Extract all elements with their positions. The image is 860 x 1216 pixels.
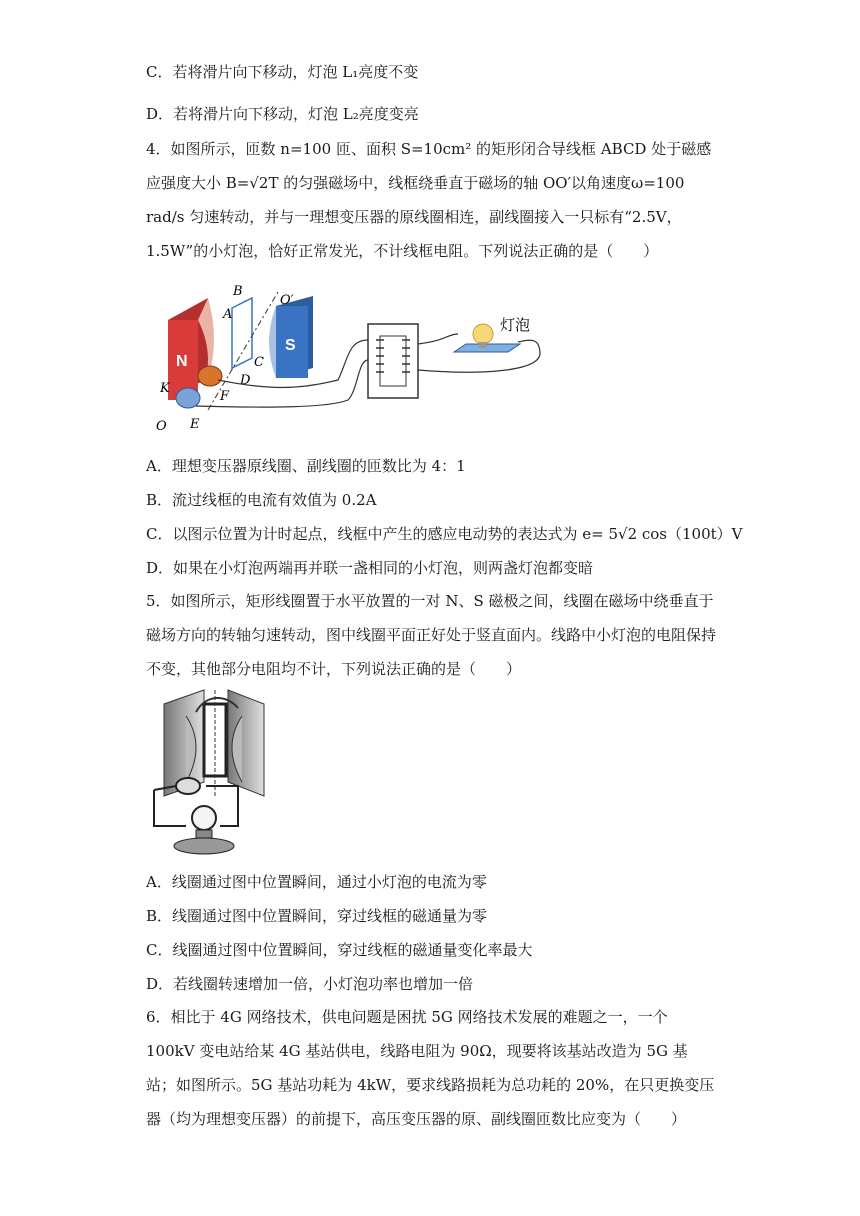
lamp-base	[174, 838, 234, 854]
label-n: N	[176, 353, 188, 370]
label-f: F	[220, 389, 230, 404]
q4-option-d: D．如果在小灯泡两端再并联一盏相同的小灯泡，则两盏灯泡都变暗	[146, 559, 594, 577]
q4-option-a: A．理想变压器原线圈、副线圈的匝数比为 4：1	[146, 457, 466, 475]
q5-rotating-coil-figure	[146, 686, 276, 864]
q6-stem: 6．相比于 4G 网络技术，供电问题是困扰 5G 网络技术发展的难题之一，一个 100kV 变电站给某 4G 基站供电，线路电阻为 90Ω，现要将该基站改造为 5G 基站；如图所示。5G 基站功耗为 4kW，要求线路损耗为总功耗的 20%，在只更换变压器（均为理想变压器）的前提下，高压变压器的原、副线圈匝数比应变为（ ）	[146, 1008, 715, 1128]
q5-option-d: D．若线圈转速增加一倍，小灯泡功率也增加一倍	[146, 975, 474, 993]
label-d: D	[240, 373, 251, 388]
q4-option-b: B．流过线框的电流有效值为 0.2A	[146, 491, 377, 509]
q3-option-d: D．若将滑片向下移动，灯泡 L₂亮度变亮	[146, 105, 419, 123]
slip-ring-2	[176, 388, 200, 408]
label-e: E	[190, 417, 200, 432]
label-s: S	[285, 337, 296, 354]
slip-ring	[176, 778, 200, 794]
label-c: C	[254, 355, 264, 370]
q3-option-c: C．若将滑片向下移动，灯泡 L₁亮度不变	[146, 63, 419, 81]
circuit-wire-left	[154, 790, 186, 826]
q5-option-c: C．线圈通过图中位置瞬间，穿过线框的磁通量变化率最大	[146, 941, 533, 959]
q5-option-a: A．线圈通过图中位置瞬间，通过小灯泡的电流为零	[146, 873, 487, 891]
rotation-axis	[208, 292, 278, 410]
lamp	[192, 806, 216, 830]
label-o-prime: O′	[280, 293, 294, 308]
label-b: B	[233, 284, 243, 299]
label-o: O	[156, 419, 167, 434]
coil-frame	[232, 298, 252, 368]
label-bulb: 灯泡	[500, 316, 531, 334]
label-k: K	[160, 381, 170, 396]
label-a: A	[223, 307, 233, 322]
q5-option-b: B．线圈通过图中位置瞬间，穿过线框的磁通量为零	[146, 907, 488, 925]
bulb	[473, 324, 493, 344]
q4-option-c: C．以图示位置为计时起点，线框中产生的感应电动势的表达式为 e= 5√2 cos（100t）V	[146, 525, 743, 543]
q5-stem: 5．如图所示，矩形线圈置于水平放置的一对 N、S 磁极之间，线圈在磁场中绕垂直于磁场方向的转轴匀速转动，图中线圈平面正好处于竖直面内。线路中小灯泡的电阻保持不变，其他部分电阻均不计，下列说法正确的是（ ）	[146, 592, 717, 678]
q4-generator-transformer-figure	[148, 280, 548, 440]
slip-ring-1	[198, 366, 222, 386]
transformer-core	[368, 324, 418, 398]
q4-stem: 4．如图所示，匝数 n=100 匝、面积 S=10cm² 的矩形闭合导线框 ABCD 处于磁感应强度大小 B=√2T 的匀强磁场中，线框绕垂直于磁场的轴 OO′以角速度ω=100 rad/s 匀速转动，并与一理想变压器的原线圈相连，副线圈接入一只标有“2.5V， 1.5W”的小灯泡，恰好正常发光，不计线框电阻。下列说法正确的是（ ）	[146, 140, 712, 260]
